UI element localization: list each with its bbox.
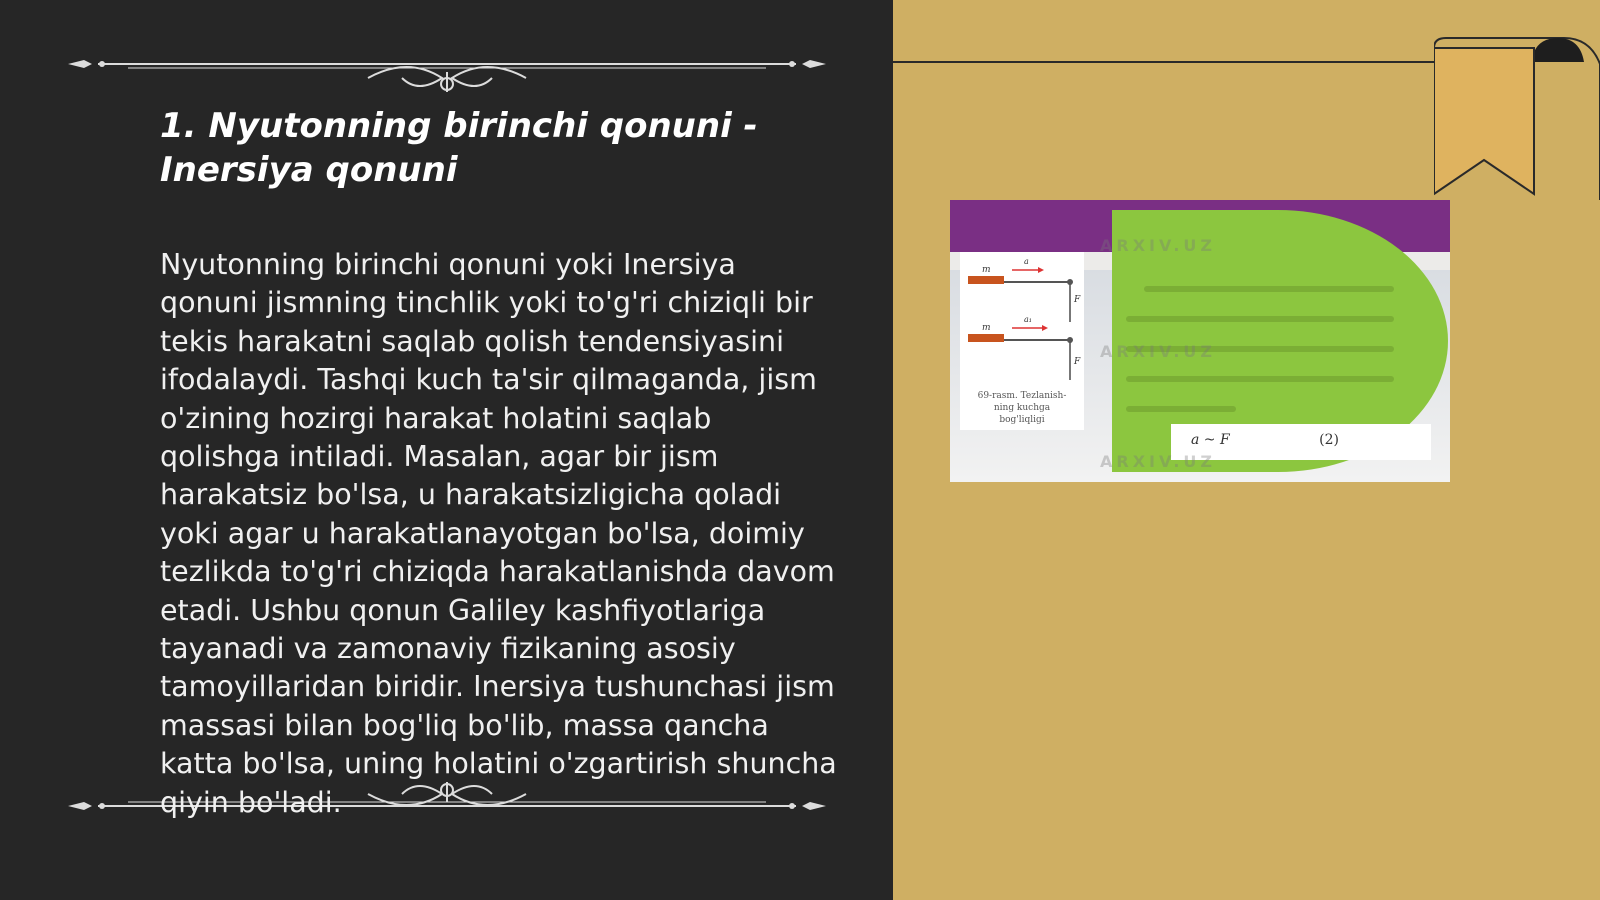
mass-label: m: [982, 265, 991, 275]
force-label-2: F: [1074, 357, 1081, 367]
decorative-horizontal-line: [893, 61, 1438, 63]
watermark-top: ARXIV.UZ: [1100, 236, 1216, 255]
formula-number: (2): [1319, 432, 1339, 448]
slide-title: 1. Nyutonning birinchi qonuni - Inersiya qonuni: [160, 106, 758, 190]
force-label: F: [1074, 295, 1081, 305]
bookmark-ribbon-icon: [1434, 34, 1600, 200]
watermark-middle: ARXIV.UZ: [1100, 342, 1216, 361]
slide-body-text: Nyutonning birinchi qonuni yoki Inersiya qonuni jismning tinchlik yoki to'g'ri chiziqli bir tekis harakatni saqlab qolish tendensiyasini ifodalaydi. Tashqi kuch ta'sir qilmaganda, jism o'zining hozirgi harakat holatini saqlab qolishga intiladi. Masalan, agar bir jism harakatsiz bo'lsa, u harakatsizligicha qoladi yoki agar u harakatlanayotgan bo'lsa, doimiy tezlikda to'g'ri chiziqda harakatlanishda davom etadi. Ushbu qonun Galiley kashfiyotlariga tayanadi va zamonaviy fizikaning asosiy tamoyillaridan biridir. Inersiya tushunchasi jism massasi bilan bog'liq bo'lib, massa qancha katta bo'lsa, uning holatini o'zgartirish shuncha qiyin bo'ladi.: [160, 248, 837, 819]
watermark-bottom: ARXIV.UZ: [1100, 452, 1216, 471]
acceleration-label: a: [1024, 257, 1029, 266]
figure-caption: 69-rasm. Tezlanish-ning kuchga bog'liqligi: [977, 391, 1067, 425]
ornament-divider-top-icon: [68, 44, 826, 92]
textbook-figure: [950, 200, 1450, 482]
mass-label-2: m: [982, 323, 991, 333]
acceleration-label-2: a₁: [1024, 315, 1032, 324]
formula-expression: a ~ F: [1191, 432, 1230, 448]
